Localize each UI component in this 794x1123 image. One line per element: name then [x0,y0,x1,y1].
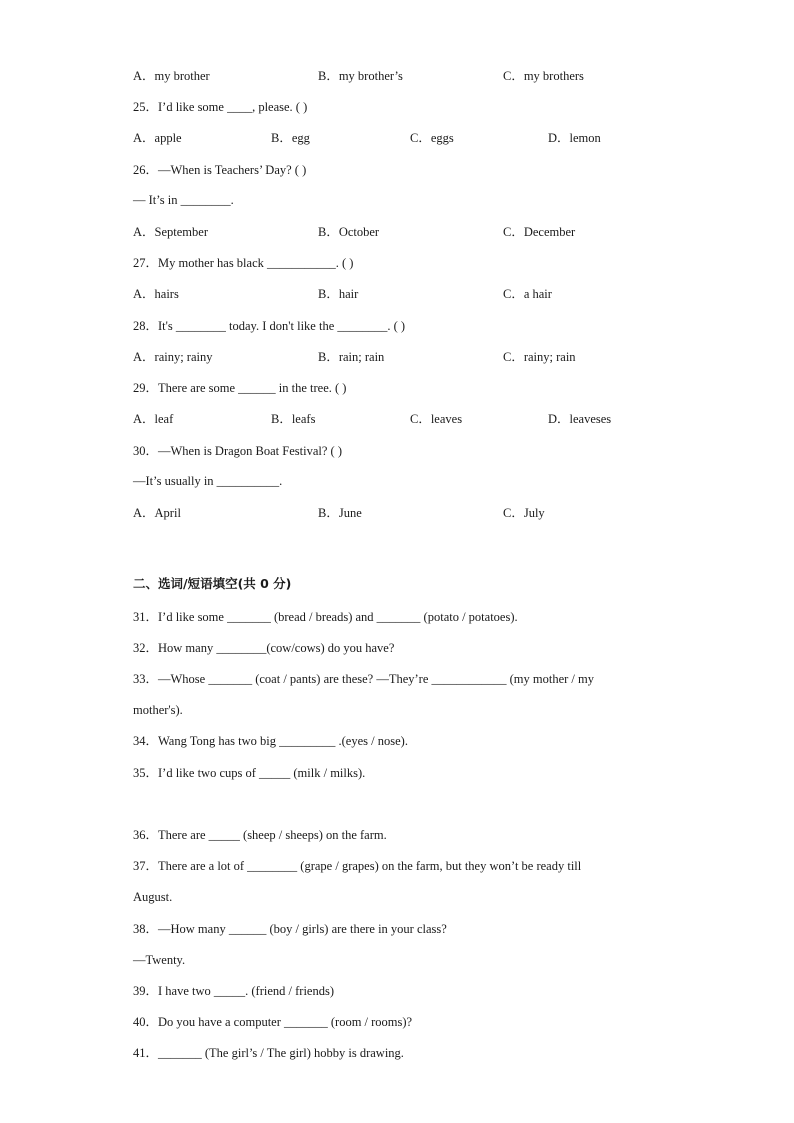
q37-text-continued: August. [133,890,173,904]
q35-text: 35．I’d like two cups of _____ (milk / milks). [133,766,366,780]
q38-text: 38．—How many ______ (boy / girls) are there in your class? [133,922,447,936]
q30-option-c: C．July [503,506,545,520]
q28-option-c: C．rainy; rain [503,350,576,364]
q38-answer-line: —Twenty. [133,953,186,967]
q27-stem: 27．My mother has black ___________. ( ) [133,256,354,270]
q36-text: 36．There are _____ (sheep / sheeps) on the farm. [133,828,387,842]
q24-option-a: A．my brother [133,69,210,83]
q27-option-c: C．a hair [503,287,552,301]
q39-text: 39．I have two _____. (friend / friends) [133,984,334,998]
q28-option-b: B．rain; rain [318,350,385,364]
q25-stem: 25．I’d like some ____, please. ( ) [133,100,308,114]
q33-text-continued: mother's). [133,703,183,717]
q40-text: 40．Do you have a computer _______ (room / rooms)? [133,1015,413,1029]
q29-stem: 29．There are some ______ in the tree. ( ) [133,381,347,395]
q34-text: 34．Wang Tong has two big _________ .(eyes / nose). [133,734,408,748]
q25-option-c: C．eggs [410,131,454,145]
q32-text: 32．How many ________(cow/cows) do you have? [133,641,395,655]
q41-text: 41．_______ (The girl’s / The girl) hobby is drawing. [133,1046,404,1060]
q25-option-b: B．egg [271,131,310,145]
q29-option-a: A．leaf [133,412,174,426]
q26-stem: 26．—When is Teachers’ Day? ( ) [133,163,307,177]
q25-option-d: D．lemon [548,131,601,145]
q27-option-b: B．hair [318,287,359,301]
q29-option-b: B．leafs [271,412,316,426]
q27-option-a: A．hairs [133,287,179,301]
q30-option-b: B．June [318,506,362,520]
q26-answer-line: — It’s in ________. [133,193,234,207]
q29-option-d: D．leaveses [548,412,612,426]
q26-option-b: B．October [318,225,380,239]
q24-option-c: C．my brothers [503,69,584,83]
q30-answer-line: —It’s usually in __________. [133,474,283,488]
q24-option-b: B．my brother’s [318,69,403,83]
q33-text: 33．—Whose _______ (coat / pants) are these? —They’re ____________ (my mother / my [133,672,594,686]
q26-option-a: A．September [133,225,208,239]
q29-option-c: C．leaves [410,412,463,426]
q30-stem: 30．—When is Dragon Boat Festival? ( ) [133,444,342,458]
q28-stem: 28．It's ________ today. I don't like the ________. ( ) [133,319,406,333]
q37-text: 37．There are a lot of ________ (grape / grapes) on the farm, but they won’t be ready till [133,859,582,873]
q25-option-a: A．apple [133,131,182,145]
q30-option-a: A．April [133,506,181,520]
section-heading: 二、选词/短语填空(共 0 分) [133,576,292,591]
q26-option-c: C．December [503,225,576,239]
q31-text: 31．I’d like some _______ (bread / breads) and _______ (potato / potatoes). [133,610,518,624]
q28-option-a: A．rainy; rainy [133,350,213,364]
